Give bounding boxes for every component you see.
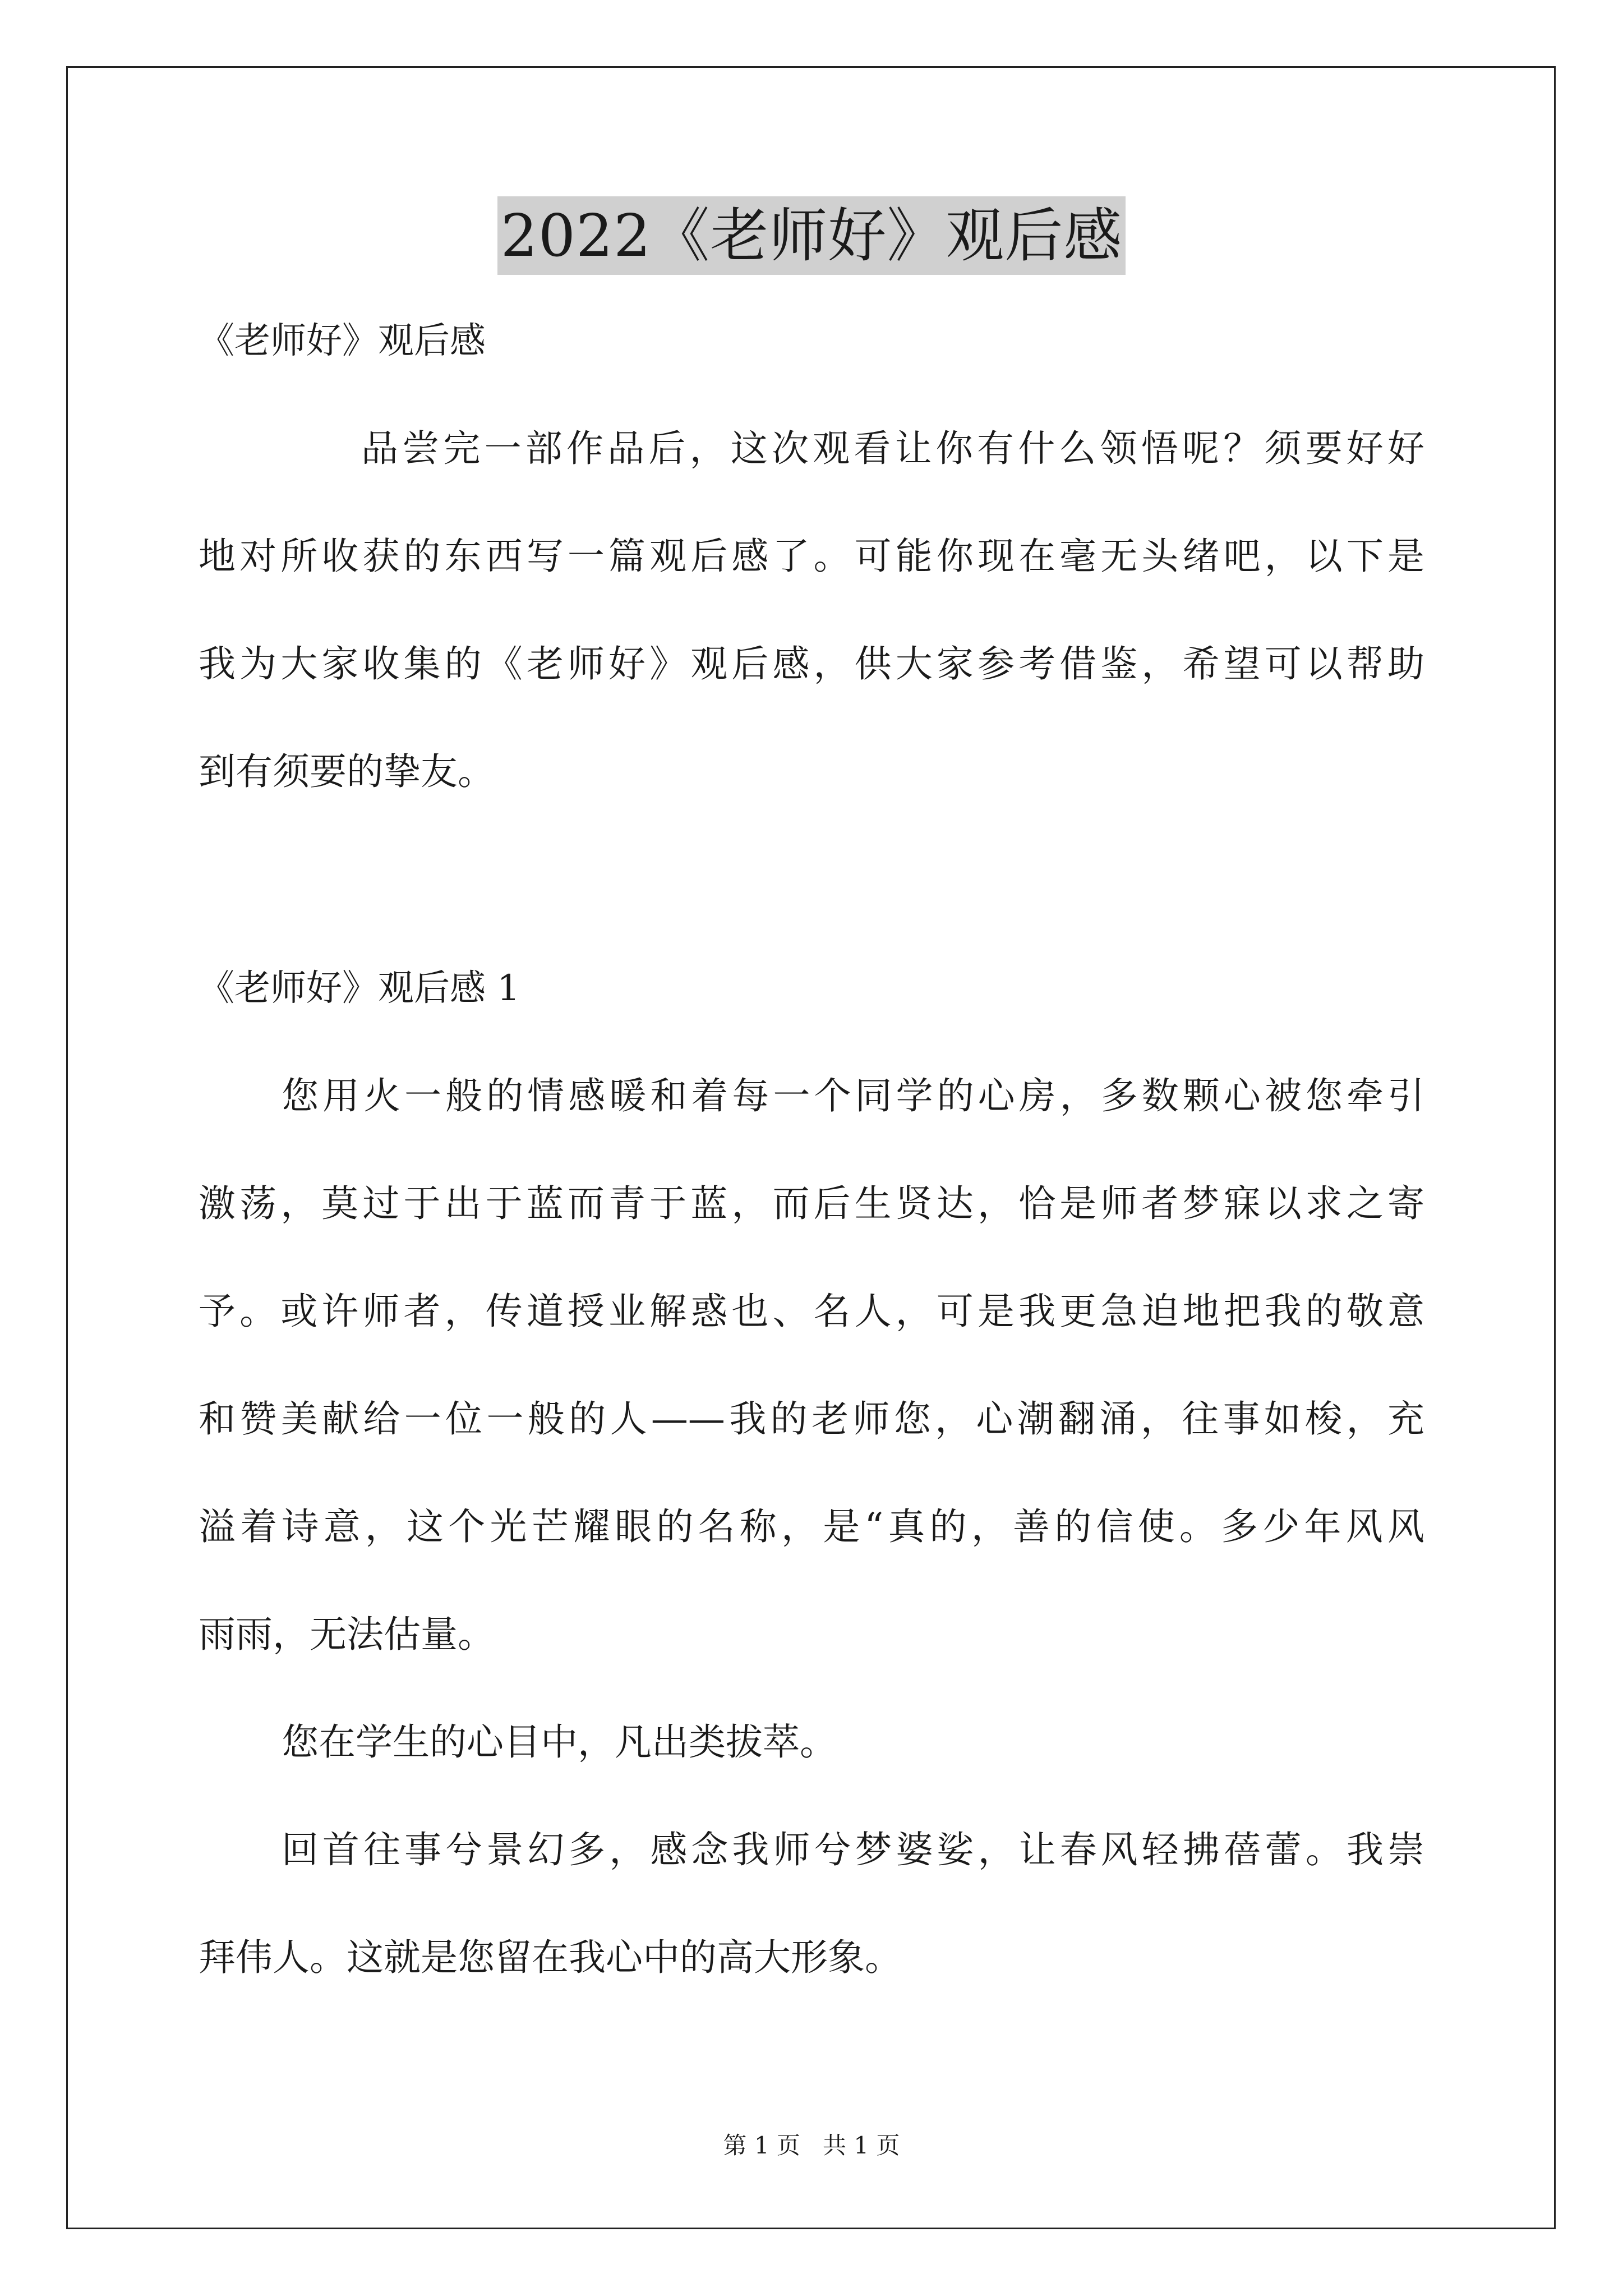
para1-line-5: 溢着诗意，这个光芒耀眼的名称，是“真的，善的信使。多少年风风 [199, 1505, 1424, 1548]
para2-line-1: 您在学生的心目中，凡出类拔萃。 [282, 1720, 837, 1764]
intro-line-3: 我为大家收集的《老师好》观后感，供大家参考借鉴，希望可以帮助 [199, 642, 1424, 685]
intro-line-4: 到有须要的挚友。 [199, 750, 495, 793]
para1-line-6: 雨雨，无法估量。 [199, 1613, 495, 1656]
page-footer: 第 1 页 共 1 页 [723, 2132, 900, 2159]
intro-line-1: 品尝完一部作品后，这次观看让你有什么领悟呢？须要好好 [361, 427, 1424, 470]
document-title: 2022《老师好》观后感 [497, 196, 1126, 275]
document-body [199, 314, 1424, 1985]
section-heading: 《老师好》观后感 [199, 320, 486, 362]
para3-line-2: 拜伟人。这就是您留在我心中的高大形象。 [199, 1936, 902, 1979]
para1-line-2: 激荡，莫过于出于蓝而青于蓝，而后生贤达，恰是师者梦寐以求之寄 [199, 1182, 1424, 1225]
para1-line-4: 和赞美献给一位一般的人——我的老师您，心潮翻涌，往事如梭，充 [199, 1397, 1424, 1441]
para1-line-3: 予。或许师者，传道授业解惑也、名人，可是我更急迫地把我的敬意 [199, 1290, 1424, 1333]
para3-line-1: 回首往事兮景幻多，感念我师兮梦婆娑，让春风轻拂蓓蕾。我崇 [282, 1828, 1424, 1871]
para1-line-1: 您用火一般的情感暖和着每一个同学的心房，多数颗心被您牵引 [282, 1074, 1424, 1117]
intro-line-2: 地对所收获的东西写一篇观后感了。可能你现在毫无头绪吧，以下是 [199, 535, 1424, 578]
title-container [0, 196, 1623, 275]
section-heading-1: 《老师好》观后感 1 [199, 968, 520, 1009]
